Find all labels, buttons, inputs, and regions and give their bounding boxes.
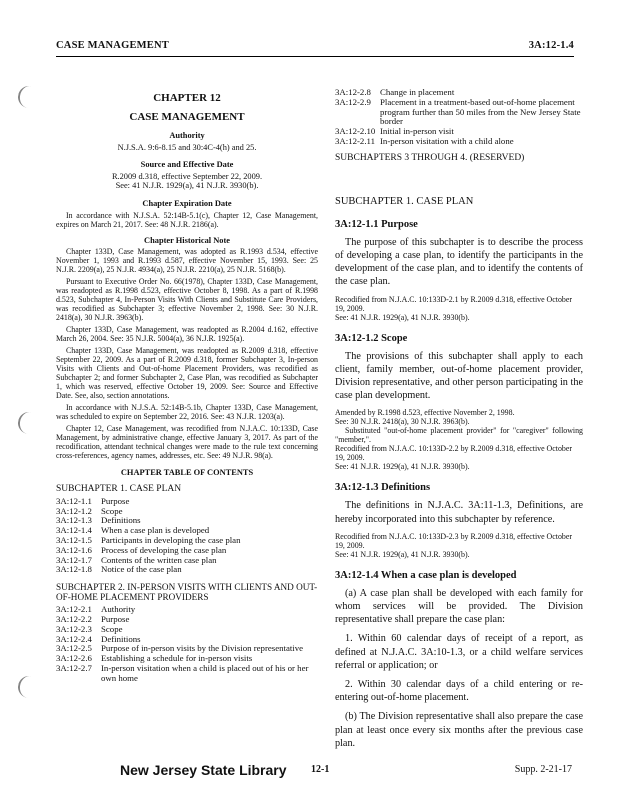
hole-punch-mark <box>16 84 41 109</box>
toc-item-title: Participants in developing the case plan <box>101 534 241 545</box>
section-note: See: 30 N.J.R. 2418(a), 30 N.J.R. 3963(b). <box>335 417 470 427</box>
toc-list <box>335 88 583 147</box>
supplement-date: Supp. 2-21-17 <box>514 764 572 775</box>
toc-item-number: 3A:12-1.6 <box>56 544 92 555</box>
toc-item-title: Establishing a schedule for in-person visits <box>101 653 253 664</box>
authority-heading: Authority <box>169 131 205 140</box>
section-heading: 3A:12-1.1 Purpose <box>335 218 418 230</box>
authority-text: N.J.S.A. 9:6-8.15 and 30:4C-4(h) and 25. <box>117 142 257 152</box>
toc-item-title: Scope <box>101 505 123 516</box>
history-paragraph: Pursuant to Executive Order No. 66(1978), Chapter 133D, Case Management, was readopted as R.1998 d.523, effective October 8, 1998. As a part of R.1998 d.523, Subchapter 4, In-Person Visits With Clients and Substitute Care Providers, was recodified as Subchapter 3; effective November 2, 1998. See: 30 N.J.R. 2418(a), 30 N.J.R. 3963(b). <box>56 277 318 323</box>
section-heading: 3A:12-1.3 Definitions <box>335 482 431 494</box>
chapter-number: CHAPTER 12 <box>153 92 221 104</box>
toc-item-title: Definitions <box>101 633 141 644</box>
section-note: See: 41 N.J.R. 1929(a), 41 N.J.R. 3930(b). <box>335 462 470 472</box>
toc-item-number: 3A:12-1.2 <box>56 505 92 516</box>
section-text: 1. Within 60 calendar days of receipt of a report, as defined at N.J.A.C. 3A:10-1.3, or a child welfare services referral or application; or <box>335 633 583 671</box>
left-column <box>56 64 318 684</box>
section-note: Substituted "out-of-home placement provider" for "caregiver" following "member,". <box>335 426 583 445</box>
toc-item-number: 3A:12-2.9 <box>335 96 371 107</box>
toc-item-title: Authority <box>101 604 136 615</box>
toc-subchapter-2: SUBCHAPTER 2. IN-PERSON VISITS WITH CLIENTS AND OUT-OF-HOME PLACEMENT PROVIDERS <box>56 582 318 603</box>
source-heading: Source and Effective Date <box>140 160 234 170</box>
toc-item-number: 3A:12-2.5 <box>56 643 92 654</box>
section-text: (b) The Division representative shall also prepare the case plan at least once every six months after the previous case plan. <box>335 711 583 749</box>
source-text: R.2009 d.318, effective September 22, 2009. <box>111 171 263 181</box>
toc-item-title: When a case plan is developed <box>101 525 210 536</box>
toc-item-number: 3A:12-2.4 <box>56 633 92 644</box>
toc-item-title: Definitions <box>101 515 141 526</box>
right-column <box>335 88 583 750</box>
toc-item-title: Placement in a treatment-based out-of-home placement program further than 50 miles from the New Jersey State border <box>380 96 581 127</box>
hole-punch-mark <box>16 410 41 435</box>
toc-item-number: 3A:12-1.1 <box>56 495 92 506</box>
library-stamp: New Jersey State Library <box>120 762 287 778</box>
reserved-subchapters: SUBCHAPTERS 3 THROUGH 4. (RESERVED) <box>335 152 525 163</box>
toc-item-number: 3A:12-1.4 <box>56 525 92 536</box>
section-note: See: 41 N.J.R. 1929(a), 41 N.J.R. 3930(b). <box>335 549 470 559</box>
history-heading: Chapter Historical Note <box>144 235 230 245</box>
section-text: The purpose of this subchapter is to describe the process of developing a case plan, to identify the participants in the development of the case plan, and to identify the contents of the case plan. <box>335 236 583 288</box>
page-number: 12-1 <box>311 764 330 775</box>
toc-item-number: 3A:12-2.10 <box>335 126 376 137</box>
section-text: (a) A case plan shall be developed with each family for whom services will be provided. The Division representative shall prepare the case plan: <box>335 587 583 626</box>
header-rule <box>56 56 574 57</box>
running-header-section: 3A:12-1.4 <box>528 40 574 51</box>
toc-item-title: Scope <box>101 623 123 634</box>
toc-item-title: Process of developing the case plan <box>101 544 227 555</box>
section-note: Recodified from N.J.A.C. 10:133D-2.3 by R.2009 d.318, effective October 19, 2009. <box>335 531 572 550</box>
toc-subchapter-1: SUBCHAPTER 1. CASE PLAN <box>56 483 182 494</box>
section-heading: 3A:12-1.2 Scope <box>335 332 408 344</box>
toc-item-number: 3A:12-2.3 <box>56 623 92 634</box>
toc-item-title: In-person visitation when a child is placed out of his or her own home <box>101 662 309 683</box>
toc-item-title: Purpose <box>101 613 130 624</box>
toc-item-title: Purpose <box>101 495 130 506</box>
toc-item-number: 3A:12-1.8 <box>56 564 92 575</box>
toc-item-number: 3A:12-2.1 <box>56 604 92 615</box>
toc-item-number: 3A:12-1.5 <box>56 534 92 545</box>
toc-item-title: Change in placement <box>380 87 455 97</box>
toc-item-number: 3A:12-2.6 <box>56 653 92 664</box>
expiration-text: In accordance with N.J.S.A. 52:14B-5.1(c), Chapter 12, Case Management, expires on March 21, 2017. See: 48 N.J.R. 2186(a). <box>56 210 318 229</box>
subchapter-title: SUBCHAPTER 1. CASE PLAN <box>335 195 474 207</box>
history-paragraph: In accordance with N.J.S.A. 52:14B-5.1b, Chapter 133D, Case Management, was scheduled to expire on September 22, 2016. See: 43 N.J.R. 1203(a). <box>56 403 318 422</box>
toc-heading: CHAPTER TABLE OF CONTENTS <box>120 468 254 478</box>
toc-item-number: 3A:12-2.7 <box>56 662 92 673</box>
section-text: The provisions of this subchapter shall apply to each client, family member, out-of-home placement provider, Division representative, and other person participating in the case plan development. <box>335 350 583 402</box>
toc-item-number: 3A:12-1.3 <box>56 515 92 526</box>
toc-item-title: Contents of the written case plan <box>101 554 217 565</box>
section-text: 2. Within 30 calendar days of a child entering or re-entering out-of-home placement. <box>335 679 583 704</box>
toc-list <box>56 605 318 683</box>
hole-punch-mark <box>16 674 41 699</box>
toc-item-title: In-person visitation with a child alone <box>380 135 514 146</box>
history-paragraph: Chapter 133D, Case Management, was readopted as R.2004 d.162, effective March 26, 2004. See: 35 N.J.R. 5004(a), 36 N.J.R. 1925(a). <box>56 325 318 344</box>
running-header-title: CASE MANAGEMENT <box>56 40 169 51</box>
toc-item-number: 3A:12-2.2 <box>56 613 92 624</box>
toc-item-number: 3A:12-2.8 <box>335 87 371 97</box>
source-text: See: 41 N.J.R. 1929(a), 41 N.J.R. 3930(b). <box>115 181 259 191</box>
history-paragraph: Chapter 12, Case Management, was recodified from N.J.A.C. 10:133D, Case Management, by administrative change, effective January 3, 2017. As part of the recodification, attendant technical changes were made to the rule text concerning cross-references, agency names, addresses, etc. See: 49 N.J.R. 98(a). <box>56 424 318 461</box>
toc-item-title: Initial in-person visit <box>380 126 454 137</box>
history-paragraph: Chapter 133D, Case Management, was readopted as R.2009 d.318, effective September 22, 2009. As a part of R.2009 d.318, former Subchapter 3, In-person Visits with Clients and Out-of-home Placement Providers, was recodified as Subchapter 2; and former Subchapter 2, Case Plan, was recodified as Subchapter 1, which was reserved, effective October 19, 2009. See: Source and Effective Date. See, also, section annotations. <box>56 346 318 401</box>
toc-list <box>56 497 318 575</box>
toc-item-number: 3A:12-2.11 <box>335 135 375 146</box>
section-heading: 3A:12-1.4 When a case plan is developed <box>335 569 517 581</box>
section-note: Recodified from N.J.A.C. 10:133D-2.1 by R.2009 d.318, effective October 19, 2009. <box>335 294 572 313</box>
section-note: Recodified from N.J.A.C. 10:133D-2.2 by R.2009 d.318, effective October 19, 2009. <box>335 444 572 463</box>
history-paragraph: Chapter 133D, Case Management, was adopted as R.1993 d.534, effective November 1, 1993 and R.1993 d.587, effective November 15, 1993. See: 25 N.J.R. 2209(a), 25 N.J.R. 4934(a), 25 N.J.R. 2210(a), 25 N.J.R. 5168(b). <box>56 247 318 275</box>
chapter-title: CASE MANAGEMENT <box>129 111 245 123</box>
toc-item-title: Purpose of in-person visits by the Division representative <box>101 643 304 654</box>
toc-item-title: Notice of the case plan <box>101 564 182 575</box>
section-note: Amended by R.1998 d.523, effective November 2, 1998. <box>335 408 515 418</box>
expiration-heading: Chapter Expiration Date <box>142 198 232 208</box>
toc-item-number: 3A:12-1.7 <box>56 554 92 565</box>
section-text: The definitions in N.J.A.C. 3A:11-1.3, Definitions, are hereby incorporated into this subchapter by reference. <box>335 500 583 525</box>
section-note: See: 41 N.J.R. 1929(a), 41 N.J.R. 3930(b). <box>335 312 470 322</box>
